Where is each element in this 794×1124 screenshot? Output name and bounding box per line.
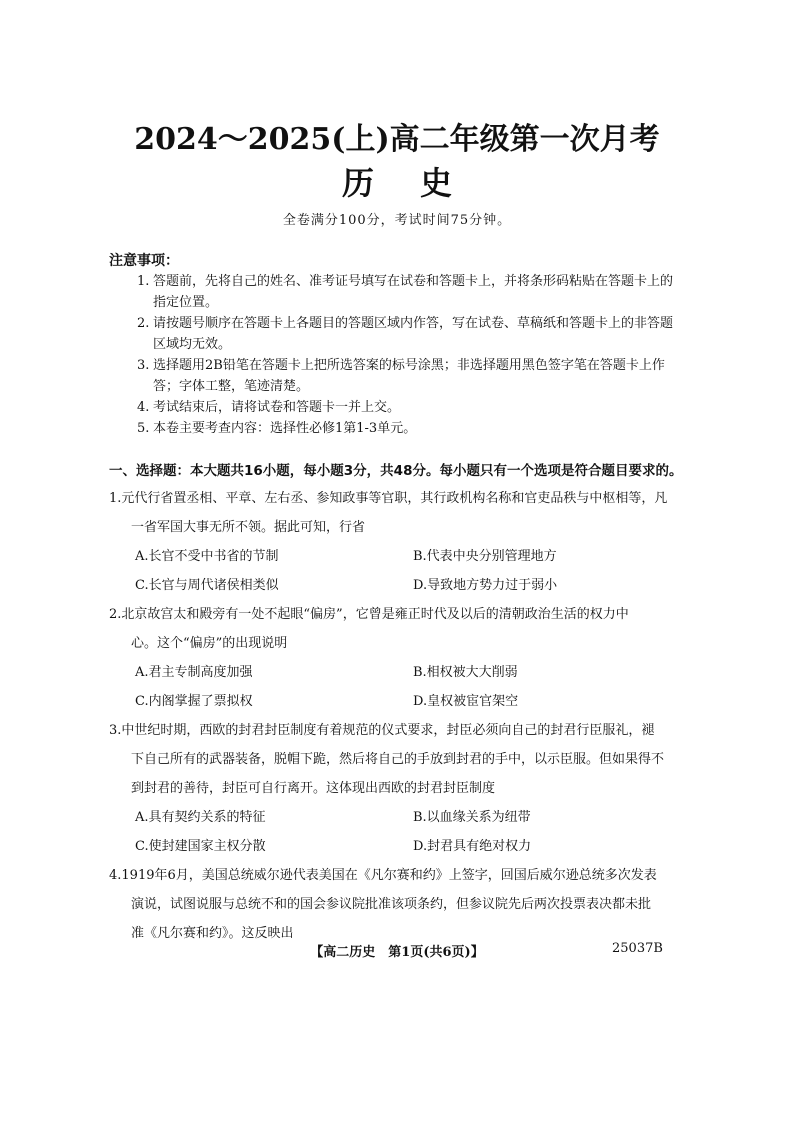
question-1 bbox=[109, 484, 689, 600]
question-stem bbox=[109, 484, 689, 542]
question-stem bbox=[109, 600, 689, 658]
notice-item bbox=[137, 313, 677, 355]
option-c: C.内阁掌握了票拟权 bbox=[135, 694, 253, 709]
question-options bbox=[109, 542, 689, 600]
option-b: B.代表中央分别管理地方 bbox=[413, 549, 557, 564]
notice-number: 1. bbox=[137, 274, 150, 289]
question-stem-line: 3.中世纪时期，西欧的封君封臣制度有着规范的仪式要求，封臣必须向自己的封君行臣服礼，褪 bbox=[109, 723, 655, 738]
option-a: A.具有契约关系的特征 bbox=[135, 810, 266, 825]
option-d: D.封君具有绝对权力 bbox=[413, 839, 532, 854]
section-heading: 一、选择题：本大题共16小题，每小题3分，共48分。每小题只有一个选项是符合题目要求的。 bbox=[109, 463, 683, 479]
paper-code: 25037B bbox=[612, 941, 663, 956]
notice-number: 2. bbox=[137, 316, 150, 331]
notice-list bbox=[137, 271, 677, 439]
option-c: C.长官与周代诸侯相类似 bbox=[135, 578, 279, 593]
question-stem-line: 准《凡尔赛和约》。这反映出 bbox=[131, 926, 294, 941]
option-c: C.使封建国家主权分散 bbox=[135, 839, 266, 854]
notice-text: 本卷主要考查内容：选择性必修1第1-3单元。 bbox=[153, 421, 417, 436]
option-b: B.以血缘关系为纽带 bbox=[413, 810, 531, 825]
option-d: D.皇权被宦官架空 bbox=[413, 694, 519, 709]
question-stem-line: 下自己所有的武器装备，脱帽下跪，然后将自己的手放到封君的手中，以示臣服。但如果得不 bbox=[131, 752, 665, 767]
notice-item bbox=[137, 397, 677, 418]
question-stem-line: 一省军国大事无所不领。据此可知，行省 bbox=[131, 520, 366, 535]
question-stem bbox=[109, 716, 689, 803]
notice-number: 3. bbox=[137, 358, 150, 373]
question-stem-line: 2.北京故宫太和殿旁有一处不起眼“偏房”，它曾是雍正时代及以后的清朝政治生活的权力中 bbox=[109, 607, 629, 622]
page-footer: 【高二历史 第1页(共6页)】 bbox=[310, 945, 484, 960]
option-d: D.导致地方势力过于弱小 bbox=[413, 578, 558, 593]
question-stem-line: 演说，试图说服与总统不和的国会参议院批准该项条约，但参议院先后两次投票表决都未批 bbox=[131, 897, 652, 912]
subject-title: 历史 bbox=[341, 164, 498, 202]
option-a: A.君主专制高度加强 bbox=[135, 665, 253, 680]
question-4 bbox=[109, 861, 689, 948]
notice-item bbox=[137, 355, 677, 397]
question-stem-line: 1.元代行省置丞相、平章、左右丞、参知政事等官职，其行政机构名称和官吏品秩与中枢相等，凡 bbox=[109, 491, 668, 506]
question-stem bbox=[109, 861, 689, 948]
notice-item bbox=[137, 271, 677, 313]
exam-info: 全卷满分100分，考试时间75分钟。 bbox=[282, 213, 512, 228]
notice-text: 答题前，先将自己的姓名、准考证号填写在试卷和答题卡上，并将条形码粘贴在答题卡上的指定位置。 bbox=[153, 274, 674, 310]
notice-heading: 注意事项： bbox=[109, 253, 179, 269]
question-2 bbox=[109, 600, 689, 716]
notice-item bbox=[137, 418, 677, 439]
question-stem-line: 4.1919年6月，美国总统威尔逊代表美国在《凡尔赛和约》上签字，回国后威尔逊总统多次发表 bbox=[109, 868, 657, 883]
notice-text: 选择题用2B铅笔在答题卡上把所选答案的标号涂黑；非选择题用黑色签字笔在答题卡上作答；字体工整，笔迹清楚。 bbox=[153, 358, 665, 394]
question-options bbox=[109, 658, 689, 716]
notice-text: 请按题号顺序在答题卡上各题目的答题区域内作答，写在试卷、草稿纸和答题卡上的非答题区域均无效。 bbox=[153, 316, 674, 352]
question-stem-line: 到封君的善待，封臣可自行离开。这体现出西欧的封君封臣制度 bbox=[131, 781, 496, 796]
option-a: A.长官不受中书省的节制 bbox=[135, 549, 279, 564]
option-b: B.相权被大大削弱 bbox=[413, 665, 518, 680]
question-stem-line: 心。这个“偏房”的出现说明 bbox=[131, 636, 288, 651]
question-options bbox=[109, 803, 689, 861]
question-list bbox=[109, 484, 689, 948]
exam-title: 2024～2025(上)高二年级第一次月考 bbox=[134, 122, 660, 157]
notice-number: 5. bbox=[137, 421, 150, 436]
notice-text: 考试结束后，请将试卷和答题卡一并上交。 bbox=[153, 400, 401, 415]
notice-number: 4. bbox=[137, 400, 150, 415]
question-3 bbox=[109, 716, 689, 861]
